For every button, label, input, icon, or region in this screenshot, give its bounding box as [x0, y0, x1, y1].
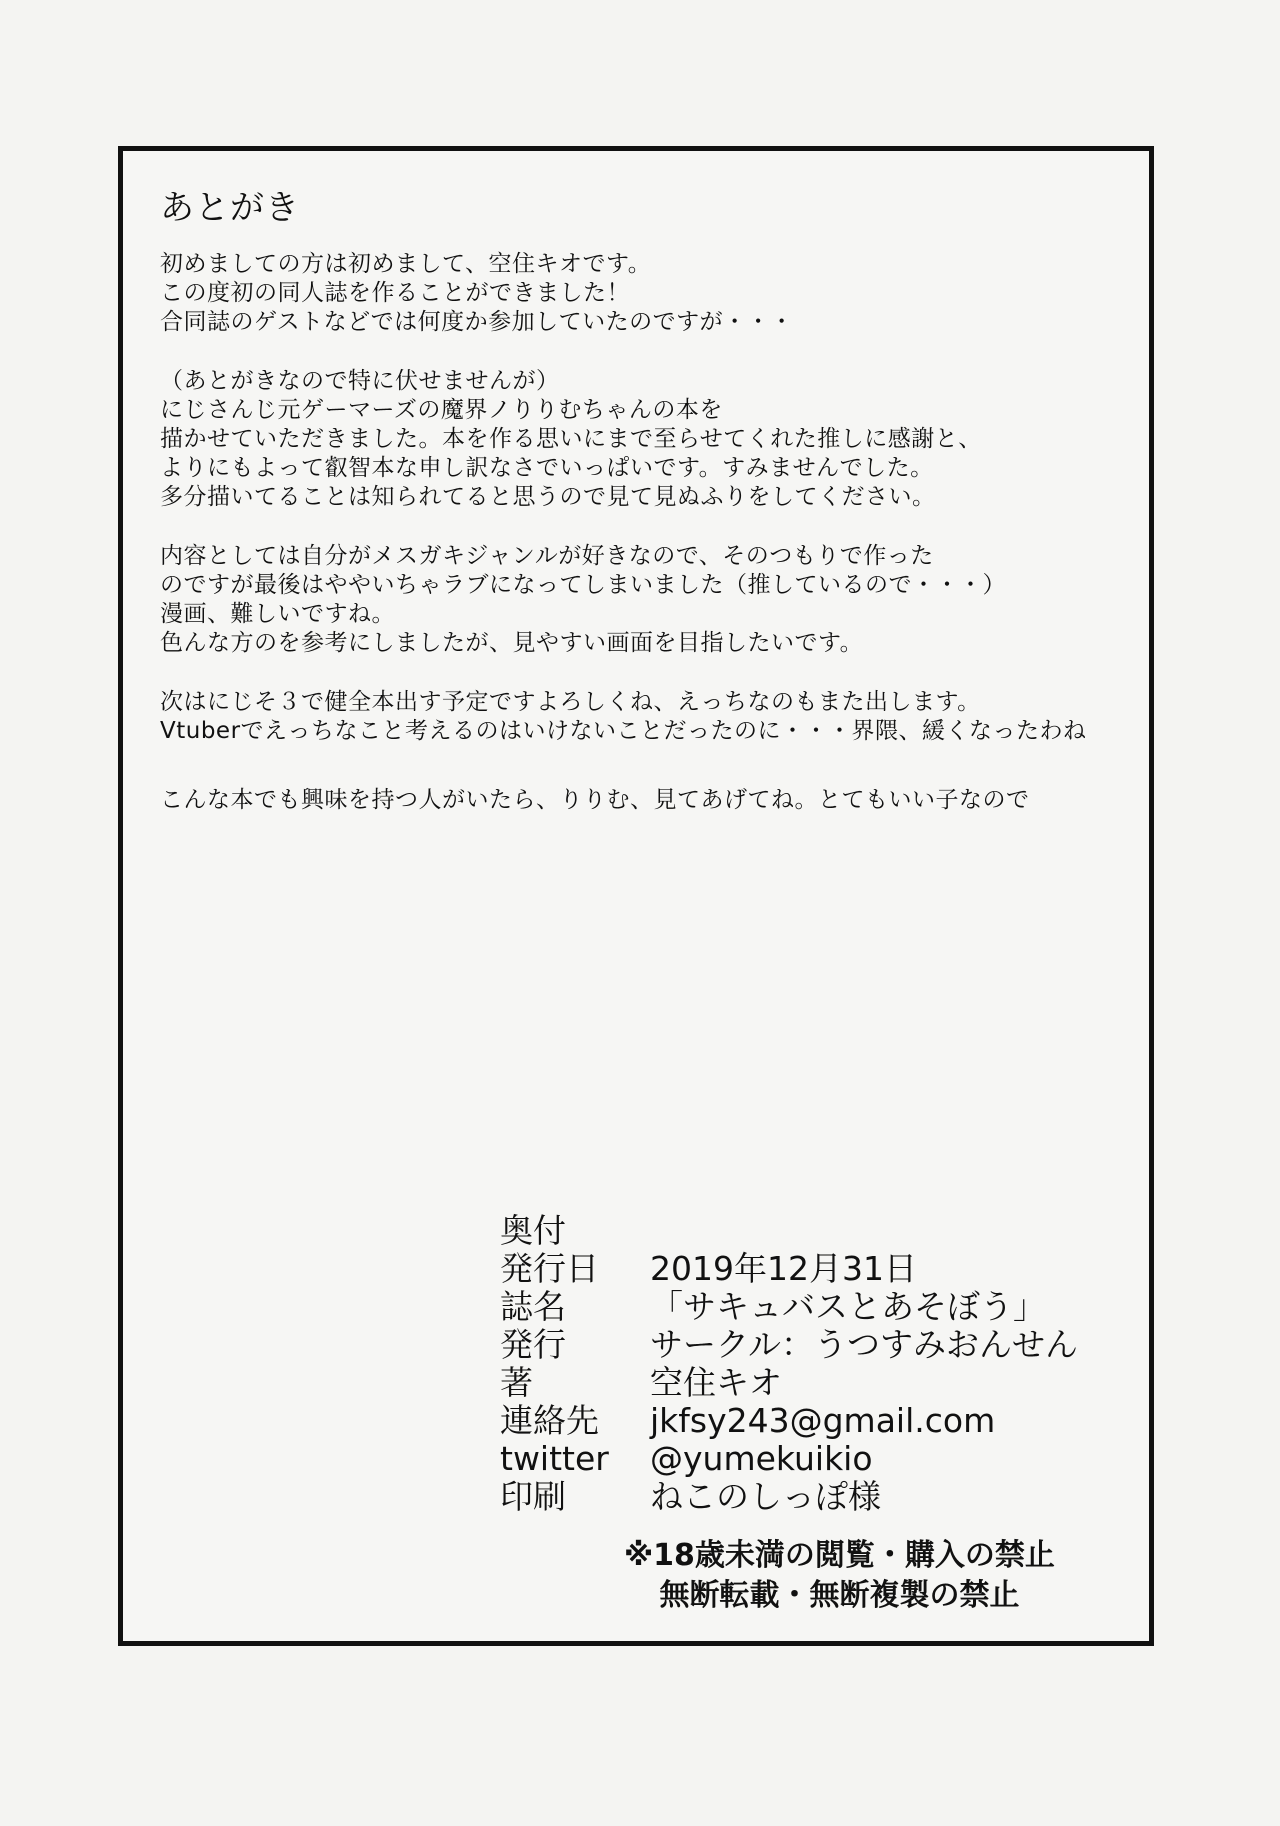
colophon-label: 発行: [500, 1325, 566, 1364]
afterword-line: この度初の同人誌を作ることができました！: [160, 280, 630, 306]
colophon-row-author: [500, 1364, 1078, 1402]
colophon-row-publish-date: [500, 1250, 1078, 1288]
afterword-line: 内容としては自分がメスガキジャンルが好きなので、そのつもりで作った: [160, 543, 934, 569]
age-restriction-notice: [624, 1536, 1055, 1616]
afterword-line: こんな本でも興味を持つ人がいたら、りりむ、見てあげてね。とてもいい子なので: [160, 787, 1030, 813]
colophon-value: 空住キオ: [650, 1363, 782, 1402]
colophon-value: ねこのしっぽ様: [650, 1477, 881, 1516]
colophon-label: 印刷: [500, 1477, 566, 1516]
colophon-value: @yumekuikio: [650, 1439, 873, 1478]
afterword-line: にじさんじ元ゲーマーズの魔界ノりりむちゃんの本を: [160, 397, 723, 423]
afterword-line: のですが最後はややいちゃラブになってしまいました（推しているので・・・）: [160, 572, 1006, 598]
afterword-paragraph-2: [160, 367, 1120, 512]
colophon-value: サークル：うつすみおんせん: [650, 1325, 1079, 1364]
colophon-row-twitter: [500, 1440, 1078, 1478]
afterword-paragraph-1: [160, 250, 1120, 337]
afterword-line: 次はにじそ３で健全本出す予定ですよろしくね、えっちなのもまた出します。: [160, 689, 981, 715]
afterword-line: Vtuberでえっちなこと考えるのはいけないことだったのに・・・界隈、緩くなったわね: [160, 718, 1087, 744]
afterword-paragraph-3: [160, 542, 1120, 658]
afterword-paragraph-5: [160, 786, 1120, 815]
afterword-line: 色んな方のを参考にしましたが、見やすい画面を目指したいです。: [160, 630, 864, 656]
afterword-line: 多分描いてることは知られてると思うので見て見ぬふりをしてください。: [160, 484, 936, 510]
colophon-title: 奥付: [500, 1211, 566, 1250]
afterword-line: 初めましての方は初めまして、空住キオです。: [160, 251, 652, 277]
afterword-line: よりにもよって叡智本な申し訳なさでいっぱいです。すみませんでした。: [160, 455, 934, 481]
colophon-section: [500, 1212, 1078, 1516]
colophon-row-contact: [500, 1402, 1078, 1440]
colophon-value: 「サキュバスとあそぼう」: [650, 1287, 1046, 1326]
colophon-label: twitter: [500, 1439, 609, 1478]
colophon-label: 著: [500, 1363, 533, 1402]
afterword-paragraph-4: [160, 688, 1120, 746]
afterword-line: （あとがきなので特に伏せませんが）: [160, 368, 560, 394]
afterword-line: 合同誌のゲストなどでは何度か参加していたのですが・・・: [160, 309, 794, 335]
colophon-label: 連絡先: [500, 1401, 599, 1440]
colophon-value: jkfsy243@gmail.com: [650, 1401, 996, 1440]
colophon-label: 誌名: [500, 1287, 566, 1326]
afterword-section: [160, 186, 1120, 845]
afterword-line: 描かせていただきました。本を作る思いにまで至らせてくれた推しに感謝と、: [160, 426, 982, 452]
afterword-title: あとがき: [160, 188, 300, 228]
afterword-line: 漫画、難しいですね。: [160, 601, 395, 627]
colophon-row-printer: [500, 1478, 1078, 1516]
notice-line: ※18歳未満の閲覧・購入の禁止: [624, 1538, 1055, 1573]
colophon-value: 2019年12月31日: [650, 1249, 917, 1288]
colophon-row-title: [500, 1288, 1078, 1326]
notice-line: 無断転載・無断複製の禁止: [659, 1578, 1020, 1613]
colophon-row-publisher: [500, 1326, 1078, 1364]
colophon-label: 発行日: [500, 1249, 599, 1288]
